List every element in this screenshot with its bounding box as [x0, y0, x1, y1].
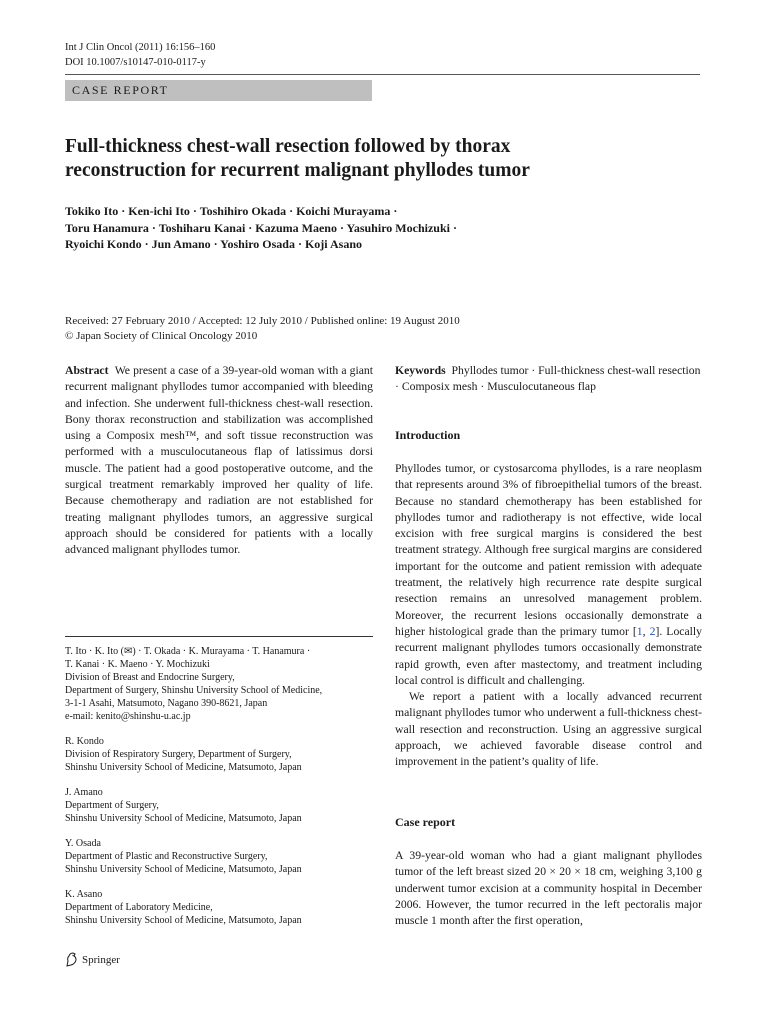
- affiliation-3: [65, 786, 373, 825]
- doi: DOI 10.1007/s10147-010-0117-y: [65, 57, 206, 68]
- title-line: Full-thickness chest-wall resection followed by thorax: [65, 136, 511, 157]
- journal-citation: Int J Clin Oncol (2011) 16:156–160: [65, 42, 216, 53]
- case-report-body: [395, 848, 702, 929]
- affiliation-line: Department of Plastic and Reconstructive Surgery,: [65, 851, 268, 862]
- affiliation-line: J. Amano: [65, 787, 103, 798]
- author-line: Ryoichi Kondo · Jun Amano · Yoshiro Osada · Koji Asano: [65, 237, 362, 251]
- reference-link-1[interactable]: 1: [636, 624, 643, 638]
- introduction-body: [395, 461, 702, 771]
- affiliation-rule: [65, 636, 373, 637]
- publisher-name: Springer: [82, 953, 120, 966]
- introduction-paragraph: We report a patient with a locally advanced recurrent malignant phyllodes tumor who underwent a full-thickness chest-wall resection and reconstruction. Using an aggressive surgical approach, we achieved favorable disease control and improvement in the patient’s quality of life.: [395, 690, 702, 769]
- affiliation-line: Y. Osada: [65, 838, 101, 849]
- article-title: [65, 135, 705, 183]
- introduction-paragraph: [395, 461, 702, 689]
- introduction-heading: Introduction: [395, 428, 461, 442]
- copyright-line: © Japan Society of Clinical Oncology 2010: [65, 329, 258, 342]
- affiliation-5: [65, 888, 373, 927]
- affiliation-line: Shinshu University School of Medicine, Matsumoto, Japan: [65, 864, 302, 875]
- author-list: [65, 203, 705, 253]
- author-line: Toru Hanamura · Toshiharu Kanai · Kazuma Maeno · Yasuhiro Mochizuki ·: [65, 220, 457, 235]
- springer-horse-icon: [65, 952, 78, 967]
- affiliation-1: [65, 645, 373, 723]
- affiliation-line: Shinshu University School of Medicine, Matsumoto, Japan: [65, 813, 302, 824]
- ref-separator: ,: [642, 624, 650, 638]
- affiliation-line: Division of Breast and Endocrine Surgery,: [65, 672, 235, 683]
- header-rule: [65, 74, 700, 75]
- title-line: reconstruction for recurrent malignant phyllodes tumor: [65, 160, 530, 181]
- affiliation-email[interactable]: e-mail: kenito@shinshu-u.ac.jp: [65, 711, 191, 722]
- affiliation-line: Shinshu University School of Medicine, Matsumoto, Japan: [65, 762, 302, 773]
- case-report-paragraph: A 39-year-old woman who had a giant malignant phyllodes tumor of the left breast sized 20 × 20 × 18 cm, weighing 3,100 g underwent tumor excision at a community hospital in December 2006. However, the tumor recurred in the left pectoralis major muscle 1 month after the first operation,: [395, 849, 702, 928]
- intro-text: ]. Locally recurrent malignant phyllodes tumors occasionally demonstrate rapid growth, even after mastectomy, and treatment including local control is difficult and challenging.: [395, 624, 702, 687]
- keywords-text: Phyllodes tumor · Full-thickness chest-wall resection · Composix mesh · Musculocutaneous flap: [395, 364, 701, 394]
- affiliation-line: Division of Respiratory Surgery, Department of Surgery,: [65, 749, 292, 760]
- publication-dates: [65, 314, 705, 343]
- affiliation-line: Department of Surgery,: [65, 800, 159, 811]
- reference-link-2[interactable]: 2: [649, 624, 656, 638]
- affiliation-line: T. Ito · K. Ito (✉) · T. Okada · K. Murayama · T. Hanamura ·: [65, 646, 311, 657]
- affiliation-2: [65, 735, 373, 774]
- affiliation-line: T. Kanai · K. Maeno · Y. Mochizuki: [65, 659, 210, 670]
- abstract-text: We present a case of a 39-year-old woman with a giant recurrent malignant phyllodes tumor accompanied with bleeding and infection. She underwent full-thickness chest-wall resection. Bony thorax reconstruction and stabilization was accomplished using a Composix mesh™, and soft tissue reconstruction was performed with a musculocutaneous flap of latissimus dorsi muscle. The patient had a good postoperative outcome, and the surgical treatment remarkably improved her quality of life. Because chemotherapy and radiation are not established for treating malignant phyllodes tumors, an aggressive surgical approach should be considered for patients with a locally advanced malignant phyllodes tumor.: [65, 364, 373, 557]
- affiliation-line: Department of Laboratory Medicine,: [65, 902, 213, 913]
- article-type-banner: CASE REPORT: [65, 80, 372, 101]
- affiliation-line: K. Asano: [65, 889, 103, 900]
- date-line: Received: 27 February 2010 / Accepted: 12 July 2010 / Published online: 19 August 2010: [65, 315, 460, 327]
- affiliation-line: R. Kondo: [65, 736, 104, 747]
- abstract: [65, 363, 373, 559]
- case-report-heading: Case report: [395, 815, 456, 829]
- affiliation-line: Department of Surgery, Shinshu University School of Medicine,: [65, 685, 323, 696]
- keywords: [395, 363, 702, 396]
- publisher-footer: [65, 952, 120, 967]
- affiliation-4: [65, 837, 373, 876]
- keywords-label: Keywords: [395, 364, 446, 377]
- intro-text: Phyllodes tumor, or cystosarcoma phyllodes, is a rare neoplasm that represents around 3% of fibroepithelial tumors of the breast. Because no standard chemotherapy has been established for phyllodes tumor and radiotherapy is not effective, wide local excision with free surgical margins is considered the best treatment strategy. Although free surgical margins are considered important for the outcome and patient remission with adequate treatment, the relatively high recurrence rate despite surgical resection remains an unresolved management problem. Moreover, the recurrent lesions occasionally demonstrate a higher histological grade than the primary tumor [: [395, 462, 702, 638]
- abstract-label: Abstract: [65, 364, 109, 377]
- author-line: Tokiko Ito · Ken-ichi Ito · Toshihiro Okada · Koichi Murayama ·: [65, 204, 398, 218]
- affiliation-line: 3-1-1 Asahi, Matsumoto, Nagano 390-8621, Japan: [65, 698, 268, 709]
- affiliation-line: Shinshu University School of Medicine, Matsumoto, Japan: [65, 915, 302, 926]
